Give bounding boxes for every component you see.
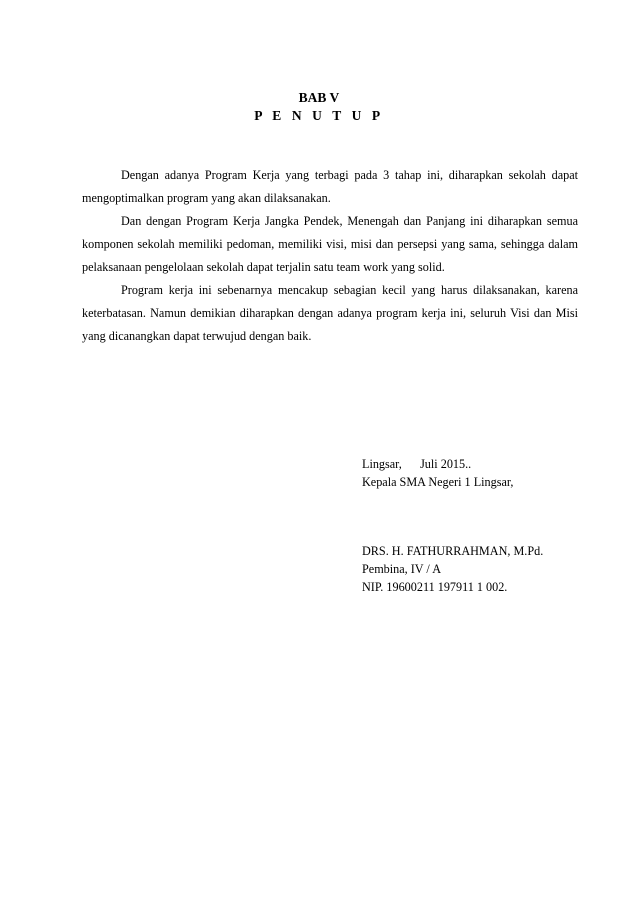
body-text [82,164,578,348]
place-date: Lingsar, Juli 2015.. [362,457,472,471]
signatory-name: DRS. H. FATHURRAHMAN, M.Pd. [362,544,544,558]
chapter-number: BAB V [298,90,340,105]
paragraph: Dan dengan Program Kerja Jangka Pendek, Menengah dan Panjang ini diharapkan semua komponen sekolah memiliki pedoman, memiliki visi, misi dan persepsi yang sama, sehingga dalam pelaksanaan pengelolaan sekolah dapat terjalin satu team work yang solid. [82,214,578,274]
signatory-position: Kepala SMA Negeri 1 Lingsar, [362,475,514,489]
signature-block [362,542,602,596]
signatory-nip: NIP. 19600211 197911 1 002. [362,580,508,594]
signature-header [362,455,602,491]
paragraph: Program kerja ini sebenarnya mencakup sebagian kecil yang harus dilaksanakan, karena keterbatasan. Namun demikian diharapkan dengan adanya program kerja ini, seluruh Visi dan Misi yang dicanangkan dapat terwujud dengan baik. [82,283,578,343]
chapter-heading [0,89,638,125]
signatory-rank: Pembina, IV / A [362,562,441,576]
paragraph: Dengan adanya Program Kerja yang terbagi pada 3 tahap ini, diharapkan sekolah dapat mengoptimalkan program yang akan dilaksanakan. [82,168,578,205]
chapter-title: P E N U T U P [254,108,384,123]
